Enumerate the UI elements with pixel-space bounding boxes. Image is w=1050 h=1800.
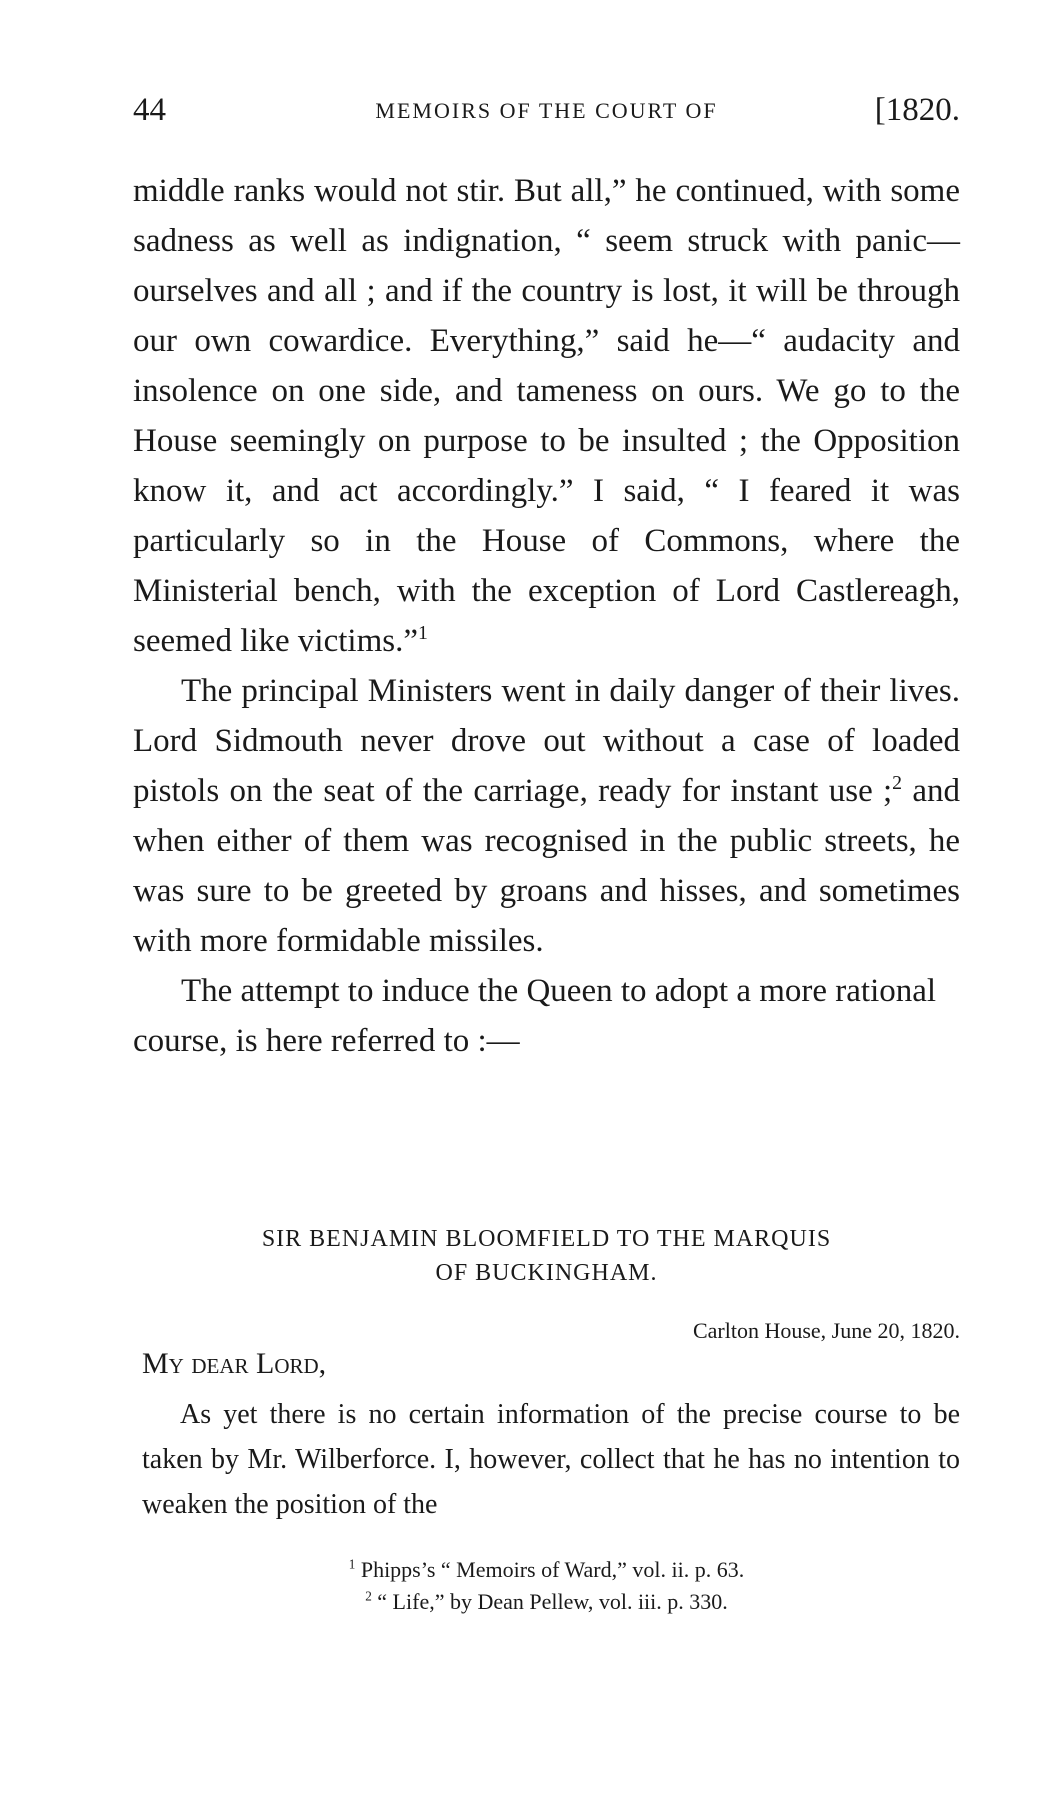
footnote-text-2: “ Life,” by Dean Pellew, vol. iii. p. 330. [371,1589,728,1614]
paragraph-3: The attempt to induce the Queen to adopt a more rational course, is here referred to :— [133,973,937,1059]
body-text [133,166,960,1066]
footnote-marker-1: 1 [348,1556,356,1572]
letter-paragraph: As yet there is no certain information of the precise course to be taken by Mr. Wilberforce. I, however, collect that he has no intention to weaken the position of the [142,1399,960,1520]
letter-heading-line-2: OF BUCKINGHAM. [435,1260,658,1286]
letter-heading-line-1: SIR BENJAMIN BLOOMFIELD TO THE MARQUIS [261,1226,832,1252]
letter-heading [133,1222,960,1290]
running-title: MEMOIRS OF THE COURT OF [375,98,718,123]
footnote-marker-2: 2 [365,1588,372,1604]
footnote-1 [133,1554,960,1586]
paragraph-1 [133,166,960,666]
letter-body [142,1392,960,1527]
running-header [133,92,960,142]
footnotes [133,1554,960,1618]
page-number: 44 [133,92,166,128]
paragraph-2-text-b: and when either of them was recognised in the public streets, he was sure to be greeted by groans and hisses, and sometimes with more formidable missiles. [133,773,960,959]
letter-dateline: Carlton House, June 20, 1820. [692,1318,960,1343]
paragraph-2 [133,666,960,966]
footnote-ref-2: 2 [892,772,903,794]
paragraph-2-text-a: The principal Ministers went in daily danger of their lives. Lord Sidmouth never drove out without a case of loaded pistols on the seat of the carriage, ready for instant use ; [133,673,960,809]
header-year: [1820. [874,92,960,128]
footnote-2 [133,1586,960,1618]
paragraph-1-text: middle ranks would not stir. But all,” he continued, with some sadness as well as indignation, “ seem struck with panic—ourselves and all ; and if the country is lost, it will be through our own cowardice. Everything,” said he—“ audacity and insolence on one side, and tameness on ours. We go to the House seemingly on purpose to be insulted ; the Opposition know it, and act accordingly.” I said, “ I feared it was particularly so in the House of Commons, where the Ministerial bench, with the exception of Lord Castlereagh, seemed like victims.” [133,173,960,659]
letter-salutation: My dear Lord, [142,1347,327,1380]
footnote-ref-1: 1 [418,622,428,644]
footnote-text-1: Phipps’s “ Memoirs of Ward,” vol. ii. p. 63. [355,1557,745,1582]
